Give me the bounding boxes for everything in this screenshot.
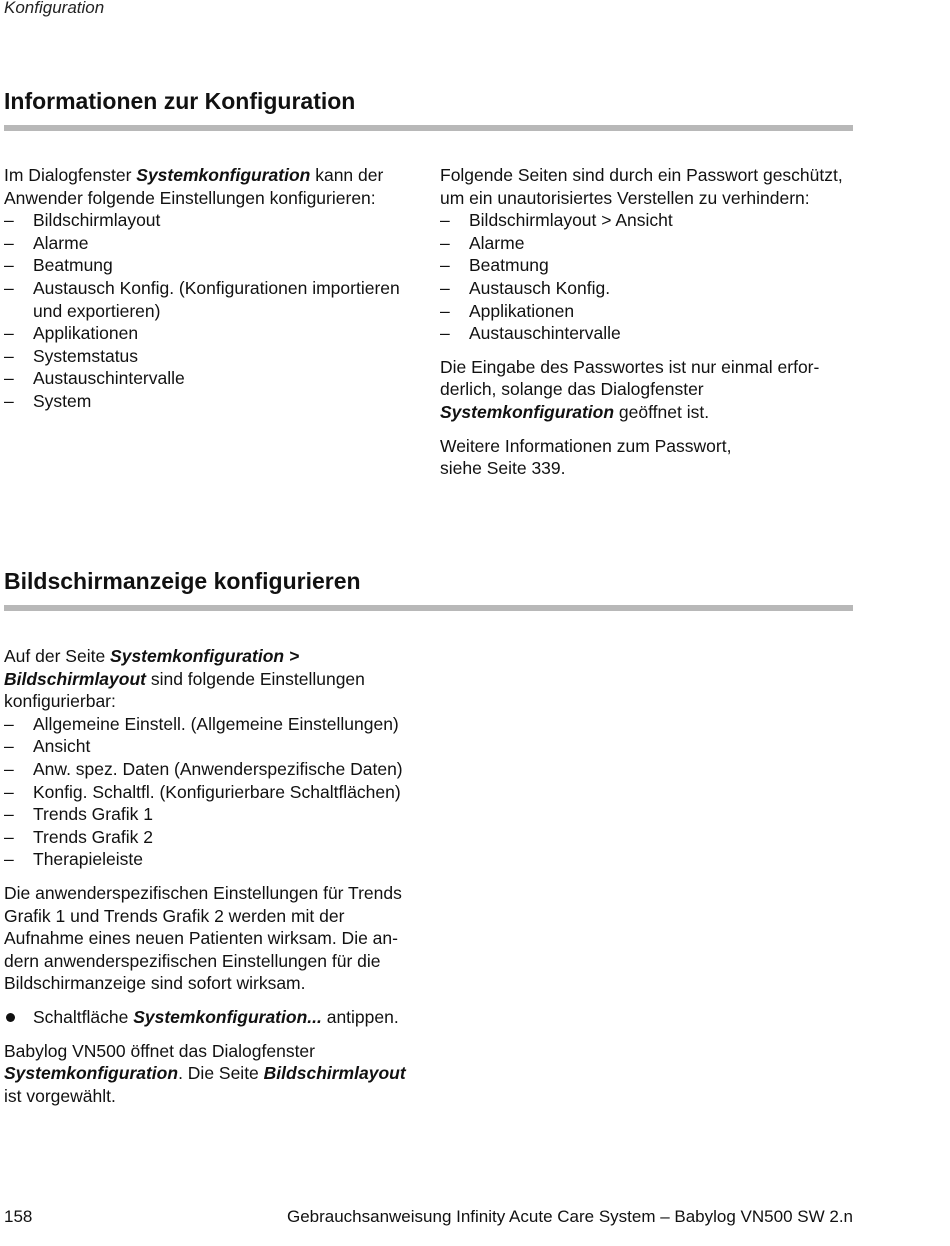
list-item: – Austauschintervalle xyxy=(440,322,850,345)
ui-term: Systemkonfiguration > Bildschirmlayout xyxy=(4,646,300,689)
ui-term: Systemkonfiguration... xyxy=(133,1006,322,1027)
left-column xyxy=(4,164,424,413)
result-paragraph: Babylog VN500 öffnet das Dialogfenster Systemkonfiguration. Die Seite Bildschirmlayout ist vorgewählt. xyxy=(4,1040,406,1106)
list-item: – Bildschirmlayout xyxy=(4,209,424,232)
page-number: 158 xyxy=(4,1207,33,1226)
list-item: – Austausch Konfig. (Konfigurationen importieren und exportieren) xyxy=(4,277,424,322)
section-rule xyxy=(4,125,853,131)
section-heading-display-config: Bildschirmanzeige konfigurieren xyxy=(4,568,361,594)
list-item: – Alarme xyxy=(4,232,424,255)
ui-term: Bildschirmlayout xyxy=(263,1063,406,1084)
list-item: – Applikationen xyxy=(440,300,850,323)
section-heading-configuration-info: Informationen zur Konfiguration xyxy=(4,88,356,114)
list-item: – Beatmung xyxy=(4,254,424,277)
list-item: – Austauschintervalle xyxy=(4,367,424,390)
list-item: – Alarme xyxy=(440,232,850,255)
list-item: – Konfig. Schaltfl. (Konfigurierbare Schaltflächen) xyxy=(4,781,422,804)
list-item: – Trends Grafik 2 xyxy=(4,826,422,849)
section-rule xyxy=(4,605,853,611)
instruction-steps xyxy=(4,1006,422,1029)
settings-list xyxy=(4,209,424,412)
list-item: – Systemstatus xyxy=(4,345,424,368)
list-item: – Austausch Konfig. xyxy=(440,277,850,300)
password-reference: Weitere Informationen zum Passwort, siehe Seite 339. xyxy=(440,435,732,479)
user-settings-note: Die anwenderspezifischen Einstellungen für Trends Grafik 1 und Trends Grafik 2 werden mit der Aufnahme eines neuen Patienten wirksam. Die andern anwenderspezifischen Einstellungen für die Bildschirmanzeige sind sofort wirksam. xyxy=(4,882,402,994)
list-item: – Bildschirmlayout > Ansicht xyxy=(440,209,850,232)
ui-term: Systemkonfiguration xyxy=(440,401,615,422)
list-item: – Trends Grafik 1 xyxy=(4,803,422,826)
display-intro: Auf der Seite Systemkonfiguration > Bildschirmlayout sind folgende Einstellungen konfigurierbar: xyxy=(4,646,365,712)
list-item: – Applikationen xyxy=(4,322,424,345)
list-item: – System xyxy=(4,390,424,413)
instruction-step: Schaltfläche Systemkonfiguration... antippen. xyxy=(4,1006,422,1029)
intro-paragraph: Im Dialogfenster Systemkonfiguration kann der Anwender folgende Einstellungen konfigurieren: xyxy=(4,165,384,208)
running-header: Konfiguration xyxy=(4,0,105,17)
list-item: – Allgemeine Einstell. (Allgemeine Einstellungen) xyxy=(4,713,422,736)
display-config-column xyxy=(4,645,422,1107)
bullet-icon xyxy=(6,1013,15,1022)
display-settings-list xyxy=(4,713,422,871)
document-title: Gebrauchsanweisung Infinity Acute Care System – Babylog VN500 SW 2.n xyxy=(286,1207,853,1226)
protected-pages-list xyxy=(440,209,850,345)
list-item: – Therapieleiste xyxy=(4,848,422,871)
list-item: – Anw. spez. Daten (Anwenderspezifische Daten) xyxy=(4,758,422,781)
ui-term: Systemkonfiguration xyxy=(136,165,311,185)
list-item: – Ansicht xyxy=(4,735,422,758)
right-column xyxy=(440,164,850,480)
password-note: Die Eingabe des Passwortes ist nur einmal erforderlich, solange das Dialogfenster Systemkonfiguration geöffnet ist. xyxy=(440,356,820,422)
list-item: – Beatmung xyxy=(440,254,850,277)
password-intro: Folgende Seiten sind durch ein Passwort geschützt, um ein unautorisiertes Verstellen zu verhindern: xyxy=(440,165,843,208)
ui-term: Systemkonfiguration xyxy=(4,1063,179,1084)
